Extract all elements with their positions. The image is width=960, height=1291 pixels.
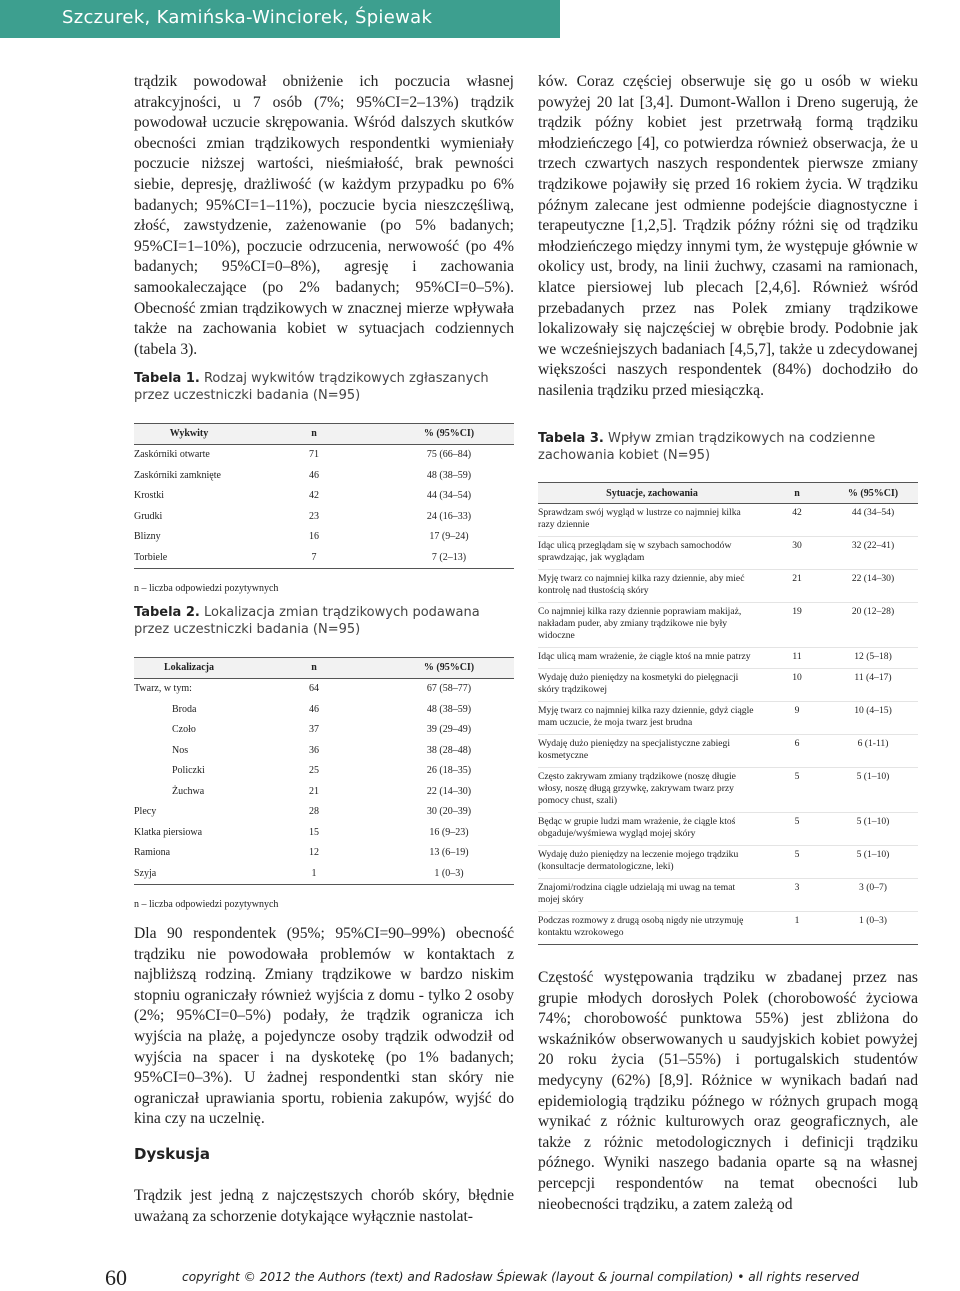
table-row	[538, 537, 918, 570]
table3-cell-pct: 32 (22–41)	[828, 537, 918, 570]
table2-cell-pct: 13 (6–19)	[429, 847, 469, 859]
table-row	[134, 527, 514, 548]
left-paragraph-2-wrap	[134, 924, 514, 1130]
table2-cell-label: Klatka piersiowa	[134, 826, 203, 838]
table3-cell-pct: 1 (0–3)	[828, 912, 918, 945]
table2-cell-label: Szyja	[134, 864, 244, 885]
table3-cell-n: 5	[766, 813, 828, 846]
table1-cell-pct: 24 (16–33)	[426, 510, 472, 522]
table3-cell-n: 9	[766, 702, 828, 735]
table2-cell-pct: 30 (20–39)	[426, 806, 472, 818]
table-row	[134, 864, 514, 885]
table3-cell-pct: 6 (1-11)	[828, 735, 918, 768]
table3-header-cell: n	[766, 483, 828, 504]
table2-cell-label: Ramiona	[134, 847, 171, 859]
table3-cell-pct: 10 (4–15)	[828, 702, 918, 735]
table-row	[538, 879, 918, 912]
table2-cell-n: 37	[309, 724, 319, 736]
table2-cell-pct: 39 (29–49)	[426, 724, 472, 736]
table-row	[134, 782, 514, 803]
table2-cell-pct: 67 (58–77)	[426, 683, 472, 695]
table2-cell-n: 15	[309, 826, 319, 838]
left-paragraph-2: Dla 90 respondentek (95%; 95%CI=90–99%) obecność trądziku nie powodowała problemów w kontaktach z najbliższą rodziną. Zmiany trądzikowe w bardzo niskim stopniu ograniczały również wyjścia z domu - tylko 2 osoby (2%; 95%CI=0–5%) podały, że trądzik ogranicza ich wyjścia na plażę, a pojedyncze osoby trądzik odwodził od wyjścia na spacer i na dyskotekę (po 1% badanych; 95%CI=0–3%). U żadnej respondentki stan skóry nie ograniczał uprawiania sportu, robienia zakupów, wyjść do kina czy na uczelnię.	[134, 925, 514, 1128]
table-row	[538, 846, 918, 879]
table1-cell-n: 71	[309, 449, 319, 461]
table3-cell-pct: 3 (0–7)	[828, 879, 918, 912]
table2-cell-n: 36	[309, 744, 319, 756]
table3-caption-text: Wpływ zmian trądzikowych na codzienne zachowania kobiet (N=95)	[538, 431, 876, 463]
table2-cell-label: Czoło	[172, 724, 196, 736]
running-header-title: Szczurek, Kamińska-Winciorek, Śpiewak	[62, 7, 433, 28]
section-heading: Dyskusja	[134, 1145, 211, 1163]
right-paragraph-2-wrap	[538, 968, 918, 1215]
table1-label: Tabela 1.	[134, 371, 200, 386]
table2-caption-text: Lokalizacja zmian trądzikowych podawana przez uczestniczki badania (N=95)	[134, 605, 480, 637]
table2-cell-pct: 16 (9–23)	[429, 826, 469, 838]
table1-cell-label: Zaskórniki zamknięte	[134, 469, 221, 481]
table3-cell-n: 3	[766, 879, 828, 912]
section-heading-wrap	[134, 1145, 514, 1163]
table-row	[134, 679, 514, 700]
table-row	[134, 741, 514, 762]
table3-cell-label: Idąc ulicą przeglądam się w szybach samochodów sprawdzając, jak wyglądam	[538, 537, 766, 570]
table2-header-cell: Lokalizacja	[134, 658, 244, 679]
table1-cell-pct: 17 (9–24)	[429, 531, 469, 543]
table1-header-cell: Wykwity	[134, 424, 244, 445]
table-row	[538, 768, 918, 813]
table-row	[134, 548, 514, 569]
table3-cell-pct: 5 (1–10)	[828, 768, 918, 813]
table3-header-cell: Sytuacje, zachowania	[538, 483, 766, 504]
table2	[134, 657, 514, 910]
table-row	[538, 648, 918, 669]
table-row	[538, 570, 918, 603]
table-row	[134, 700, 514, 721]
table3-cell-n: 21	[766, 570, 828, 603]
running-header-bar	[0, 0, 560, 38]
table3-grid	[538, 482, 918, 945]
table1-header-cell: % (95%CI)	[384, 424, 514, 445]
right-column	[538, 72, 918, 402]
table2-cell-n: 46	[309, 703, 319, 715]
table2-cell-n: 25	[309, 765, 319, 777]
table2-caption	[134, 604, 514, 638]
table3-cell-n: 1	[766, 912, 828, 945]
table-row	[538, 702, 918, 735]
table1-cell-label: Blizny	[134, 531, 161, 543]
table2-note: n – liczba odpowiedzi pozytywnych	[134, 899, 279, 910]
table-row	[134, 761, 514, 782]
table2-cell-n: 12	[309, 847, 319, 859]
table3-cell-pct: 20 (12–28)	[828, 603, 918, 648]
table1-cell-n: 7	[244, 548, 384, 569]
table3-cell-n: 30	[766, 537, 828, 570]
table1-cell-n: 46	[309, 469, 319, 481]
table3-cell-pct: 5 (1–10)	[828, 813, 918, 846]
table-row	[134, 802, 514, 823]
table3-cell-pct: 5 (1–10)	[828, 846, 918, 879]
right-paragraph-1: ków. Coraz częściej obserwuje się go u osób w wieku powyżej 20 lat [3,4]. Dumont-Wallon i Dreno sugerują, że trądzik późny kobiet jest przetrwałą formą trądziku młodzieńczego [4], co potwierdza również obserwacja, że u trzech czwartych naszych respondentek pierwsze zmiany trądzikowe pojawiły się przed 16 rokiem życia. W trądziku późnym zalecane jest odmienne podejście diagnostyczne i terapeutyczne [1,2,5]. Trądzik późny różni się od trądziku młodzieńczego między innymi tym, że występuje głównie w okolicy ust, brody, na linii żuchwy, czasami na ramionach, klatce piersiowej lub plecach [2,4,6]. Również wśród przebadanych przez nas Polek zmiany trądzikowe lokalizowały się najczęściej w obrębie brody. Podobnie jak we wcześniejszych badaniach [4,5,7], także u zdecydowanej większości naszych respondentek (84%) dochodziło do nasilenia trądziku przed miesiączką.	[538, 73, 918, 399]
table-row	[134, 720, 514, 741]
table3-cell-n: 10	[766, 669, 828, 702]
table2-label: Tabela 2.	[134, 605, 200, 620]
table3-caption	[538, 430, 918, 464]
table3-cell-label: Często zakrywam zmiany trądzikowe (noszę długie włosy, noszę długą grzywkę, zakrywam twarz przy pomocy chust, szali)	[538, 768, 766, 813]
table2-grid	[134, 657, 514, 885]
table2-cell-pct: 26 (18–35)	[426, 765, 472, 777]
table-row	[538, 912, 918, 945]
table1-grid	[134, 423, 514, 569]
table1-caption	[134, 370, 514, 404]
table-row	[134, 843, 514, 864]
table1-cell-n: 23	[309, 510, 319, 522]
table3-cell-label: Idąc ulicą mam wrażenie, że ciągle ktoś na mnie patrzy	[538, 648, 766, 669]
table1-cell-label: Krostki	[134, 490, 164, 502]
table2-cell-label: Żuchwa	[172, 785, 205, 797]
table-row	[538, 735, 918, 768]
table3-cell-label: Wydaję dużo pieniędzy na kosmetyki do pielęgnacji skóry trądzikowej	[538, 669, 766, 702]
table3-cell-n: 11	[766, 648, 828, 669]
table2-cell-label: Broda	[172, 703, 197, 715]
table3-cell-label: Wydaję dużo pieniędzy na leczenie mojego trądziku (konsultacje dermatologiczne, leki)	[538, 846, 766, 879]
table3-cell-label: Sprawdzam swój wygląd w lustrze co najmniej kilka razy dziennie	[538, 504, 766, 537]
table3-cell-n: 5	[766, 768, 828, 813]
table3-label: Tabela 3.	[538, 431, 604, 446]
table-row	[538, 603, 918, 648]
table-row	[134, 466, 514, 487]
table1	[134, 423, 514, 594]
table3-cell-n: 6	[766, 735, 828, 768]
table2-cell-label: Policzki	[172, 765, 205, 777]
table-row	[538, 813, 918, 846]
table-row	[134, 823, 514, 844]
table3-cell-pct: 44 (34–54)	[828, 504, 918, 537]
table3-cell-label: Wydaję dużo pieniędzy na specjalistyczne zabiegi kosmetyczne	[538, 735, 766, 768]
table1-cell-pct: 44 (34–54)	[426, 490, 472, 502]
table1-cell-pct: 7 (2–13)	[384, 548, 514, 569]
table2-cell-pct: 38 (28–48)	[426, 744, 472, 756]
table3-cell-n: 19	[766, 603, 828, 648]
table3-cell-label: Myję twarz co najmniej kilka razy dziennie, aby mieć kontrolę nad tłustością skóry	[538, 570, 766, 603]
copyright-notice: copyright © 2012 the Authors (text) and Radosław Śpiewak (layout & journal compilation) • all rights reserved	[182, 1270, 860, 1284]
table1-cell-n: 42	[309, 490, 319, 502]
table2-cell-label: Twarz, w tym:	[134, 683, 192, 695]
table1-caption-text: Rodzaj wykwitów trądzikowych zgłaszanych przez uczestniczki badania (N=95)	[134, 371, 489, 403]
table2-cell-n: 64	[309, 683, 319, 695]
table2-header-cell: n	[244, 658, 384, 679]
table3-cell-n: 42	[766, 504, 828, 537]
table2-cell-n: 1	[244, 864, 384, 885]
right-paragraph-2: Częstość występowania trądziku w zbadanej przez nas grupie młodych dorosłych Polek (chorobowość życiowa 74%; chorobowość punktowa 55%) jest zbliżona do wskaźników obserwowanych u saudyjskich kobiet powyżej 20 roku życia (51–55%) i portugalskich studentów medycyny (62%) [8,9]. Różnice w wynikach badań nad epidemiologią trądziku późnego w różnych grupach mogą wynikać z różnic kulturowych oraz geograficznych, ale także z różnic metodologicznych i definicji trądziku późnego. Wyniki naszego badania oparte są na własnej percepcji respondentów na temat obecności lub nieobecności trądziku, a zatem zależą od	[538, 969, 918, 1213]
table2-cell-label: Plecy	[134, 806, 157, 818]
table3-cell-pct: 12 (5–18)	[828, 648, 918, 669]
table2-cell-pct: 1 (0–3)	[384, 864, 514, 885]
table3-header-cell: % (95%CI)	[828, 483, 918, 504]
table-row	[538, 669, 918, 702]
table3-cell-label: Podczas rozmowy z drugą osobą nigdy nie utrzymuję kontaktu wzrokowego	[538, 912, 766, 945]
table1-header-cell: n	[244, 424, 384, 445]
table3-cell-label: Myję twarz co najmniej kilka razy dziennie, gdyż ciągle mam uczucie, że moja twarz jest brudna	[538, 702, 766, 735]
table2-cell-pct: 48 (38–59)	[426, 703, 472, 715]
table3-cell-pct: 11 (4–17)	[828, 669, 918, 702]
table3-cell-label: Będąc w grupie ludzi mam wrażenie, że ciągle ktoś obgaduje/wyśmiewa wygląd mojej skóry	[538, 813, 766, 846]
left-column	[134, 72, 514, 360]
table2-cell-n: 21	[309, 785, 319, 797]
table1-cell-pct: 48 (38–59)	[426, 469, 472, 481]
page-number: 60	[105, 1265, 127, 1290]
left-paragraph-3-wrap	[134, 1186, 514, 1227]
table-row	[134, 445, 514, 466]
table1-cell-pct: 75 (66–84)	[426, 449, 472, 461]
table2-cell-pct: 22 (14–30)	[426, 785, 472, 797]
table3	[538, 482, 918, 945]
table2-cell-n: 28	[309, 806, 319, 818]
table1-cell-label: Grudki	[134, 510, 163, 522]
left-paragraph-1: trądzik powodował obniżenie ich poczucia własnej atrakcyjności, u 7 osób (7%; 95%CI=2–13%) trądzik powodował uczucie skrępowania. Wśród dalszych skutków obecności zmian trądzikowych respondentki wymieniały poczucie niższej wartości, nieśmiałość, brak pewności siebie, depresję, drażliwość (w każdym przypadku po 6% badanych; 95%CI=1–11%), poczucie bycia nieszczęśliwą, złość, zawstydzenie, zażenowanie (po 5% badanych; 95%CI=1–10%), poczucie odrzucenia, nerwowość (po 4% badanych; 95%CI=0–8%), agresję i zachowania samookaleczające (po 2% badanych; 95%CI=0–5%). Obecność zmian trądzikowych w znacznej mierze wpływała także na zachowania kobiet w sytuacjach codziennych (tabela 3).	[134, 73, 514, 358]
table3-cell-label: Znajomi/rodzina ciągle udzielają mi uwag na temat mojej skóry	[538, 879, 766, 912]
table3-cell-label: Co najmniej kilka razy dziennie poprawiam makijaż, nakładam puder, aby zmiany trądzikowe nie były widoczne	[538, 603, 766, 648]
table3-cell-n: 5	[766, 846, 828, 879]
table1-cell-label: Zaskórniki otwarte	[134, 449, 210, 461]
table3-cell-pct: 22 (14–30)	[828, 570, 918, 603]
table1-note: n – liczba odpowiedzi pozytywnych	[134, 583, 279, 594]
table-row	[134, 507, 514, 528]
table1-cell-label: Torbiele	[134, 548, 244, 569]
table2-header-cell: % (95%CI)	[384, 658, 514, 679]
table1-cell-n: 16	[309, 531, 319, 543]
table-row	[134, 486, 514, 507]
table2-cell-label: Nos	[172, 744, 189, 756]
table-row	[538, 504, 918, 537]
left-paragraph-3: Trądzik jest jedną z najczęstszych chorób skóry, błędnie uważaną za schorzenie dotykające wyłącznie nastolat-	[134, 1187, 514, 1225]
